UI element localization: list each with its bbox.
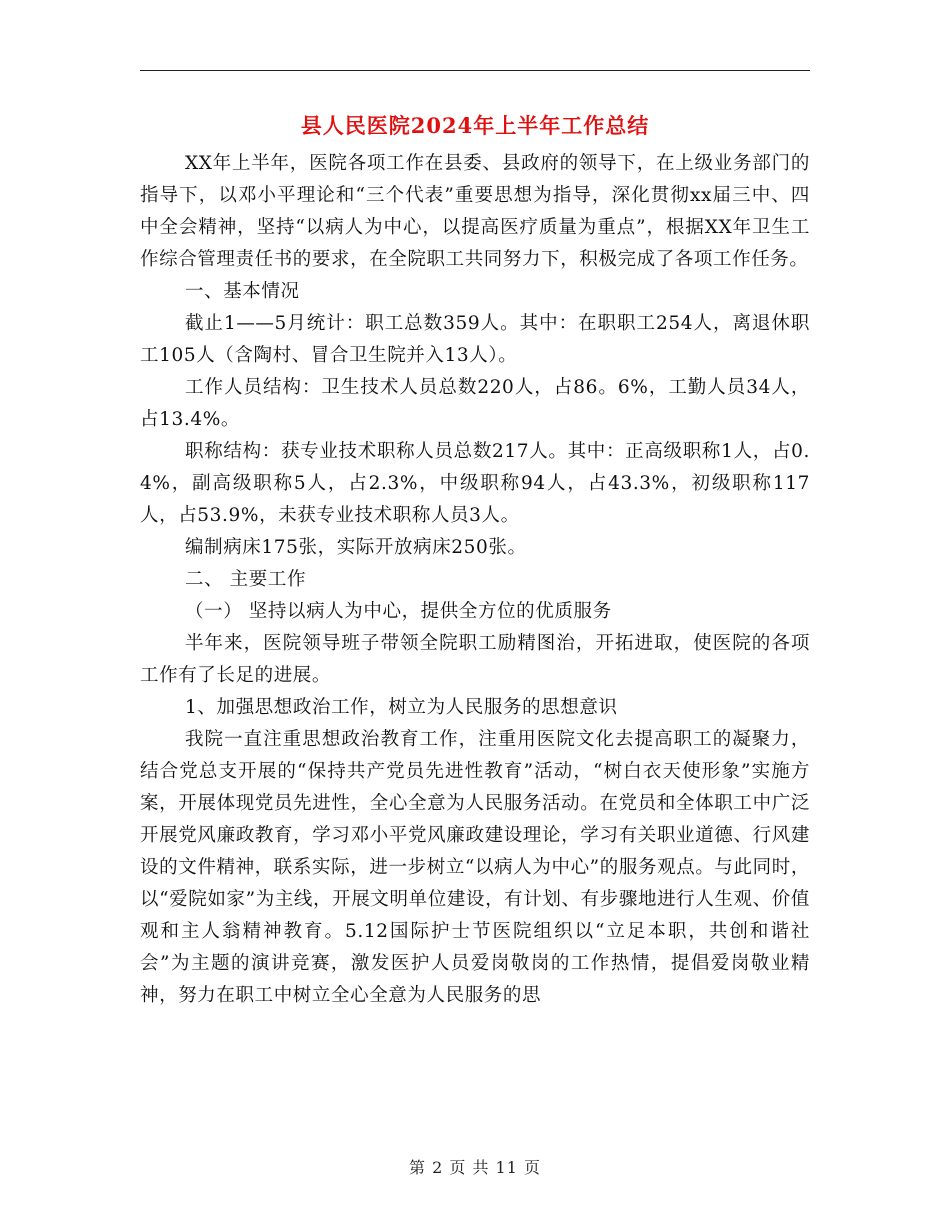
item-heading-1: 1、加强思想政治工作，树立为人民服务的思想意识	[185, 697, 618, 718]
paragraph-political-work: 我院一直注重思想政治教育工作，注重用医院文化去提高职工的凝聚力，结合党总支开展的“保持共产党员先进性教育”活动，“树白衣天使形象”实施方案，开展体现党员先进性，全心全意为人民服务活动。在党员和全体职工中广泛开展党风廉政教育，学习邓小平党风廉政建设理论，学习有关职业道德、行风建设的文件精神，联系实际，进一步树立“以病人为中心”的服务观点。与此同时，以“爱院如家”为主线，开展文明单位建设，有计划、有步骤地进行人生观、价值观和主人翁精神教育。5.12国际护士节医院组织以“立足本职，共创和谐社会”为主题的演讲竞赛，激发医护人员爱岗敬岗的工作热情，提倡爱岗敬业精神，努力在职工中树立全心全意为人民服务的思	[140, 729, 810, 1006]
subsection-heading-1: （一） 坚持以病人为中心，提供全方位的优质服务	[185, 601, 612, 622]
paragraph-staff-structure: 工作人员结构：卫生技术人员总数220人，占86。6%，工勤人员34人，占13.4%。	[140, 377, 810, 430]
page-number-footer: 第 2 页 共 11 页	[409, 1158, 541, 1177]
paragraph-beds: 编制病床175张，实际开放病床250张。	[185, 537, 527, 558]
paragraph-title-structure: 职称结构：获专业技术职称人员总数217人。其中：正高级职称1人，占0.4%，副高级职称5人，占2.3%，中级职称94人，占43.3%，初级职称117人，占53.9%，未获专业技术职称人员3人。	[140, 441, 810, 526]
paragraph-progress: 半年来，医院领导班子带领全院职工励精图治，开拓进取，使医院的各项工作有了长足的进展。	[140, 633, 810, 686]
document-body	[140, 148, 810, 1012]
header-rule	[140, 70, 810, 71]
document-title: 县人民医院2024年上半年工作总结	[300, 113, 650, 138]
section-heading-basic: 一、基本情况	[185, 281, 300, 302]
paragraph-staff-count: 截止1——5月统计：职工总数359人。其中：在职职工254人，离退休职工105人（含陶村、冒合卫生院并入13人）。	[140, 313, 810, 366]
paragraph-intro: XX年上半年，医院各项工作在县委、县政府的领导下，在上级业务部门的指导下，以邓小平理论和“三个代表”重要思想为指导，深化贯彻xx届三中、四中全会精神，坚持“以病人为中心，以提高医疗质量为重点”，根据XX年卫生工作综合管理责任书的要求，在全院职工共同努力下，积极完成了各项工作任务。	[140, 153, 810, 270]
section-heading-main-work: 二、 主要工作	[185, 569, 307, 590]
